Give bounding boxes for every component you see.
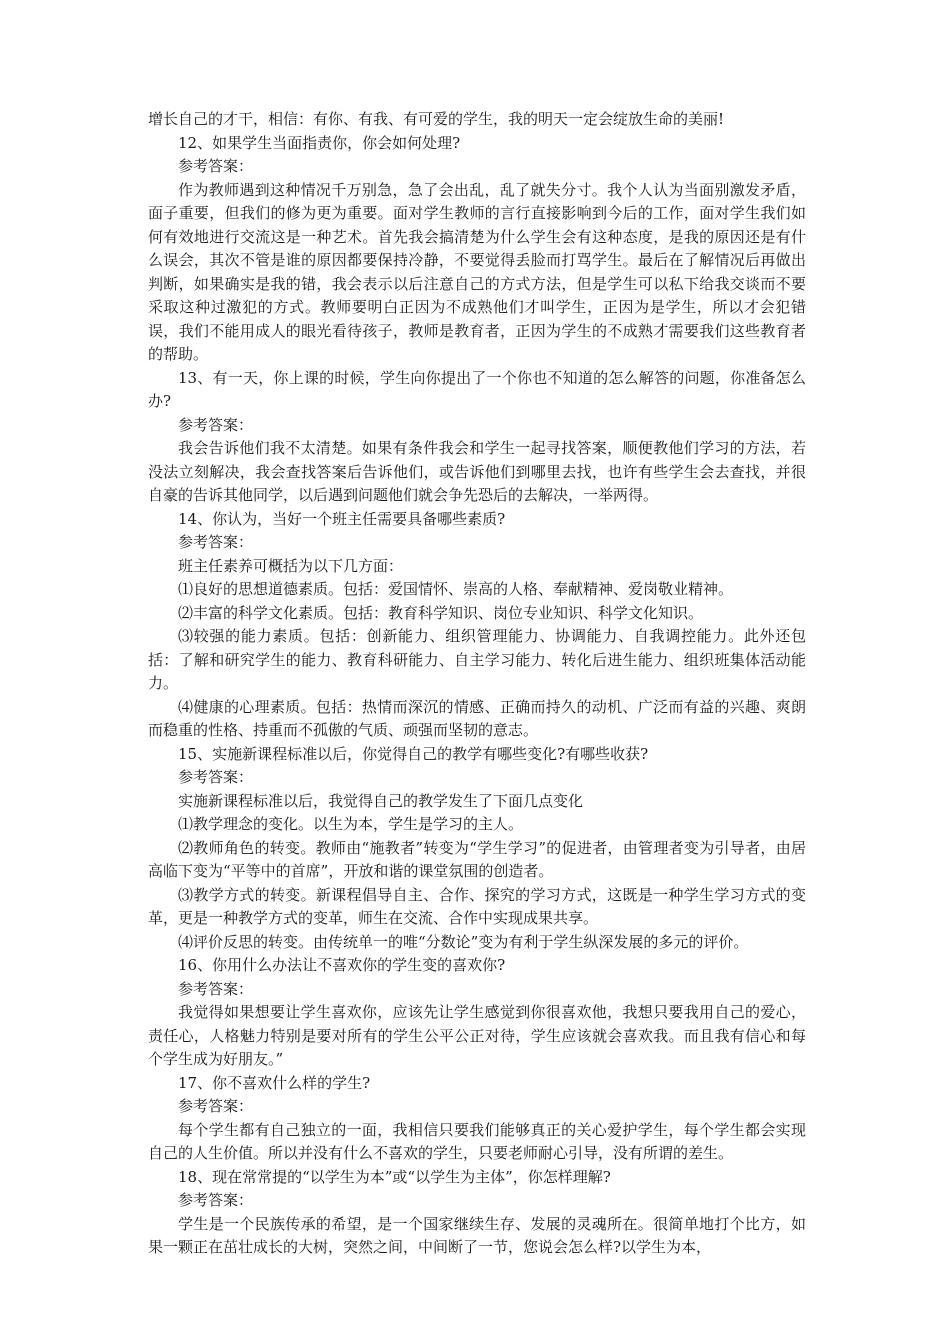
question-15: 15、实施新课程标准以后，你觉得自己的教学有哪些变化?有哪些收获? [178, 744, 649, 763]
document-page [148, 108, 806, 1260]
answer-15-item: ⑶教学方式的转变。新课程倡导自主、合作、探究的学习方式，这既是一种学生学习方式的变革，更是一种教学方式的变革，师生在交流、合作中实现成果共享。 [148, 885, 806, 927]
answer-label: 参考答案： [178, 1097, 254, 1115]
question-12: 12、如果学生当面指责你，你会如何处理? [178, 133, 461, 152]
answer-label: 参考答案： [178, 157, 254, 175]
answer-14-item: ⑵丰富的科学文化素质。包括：教育科学知识、岗位专业知识、科学文化知识。 [178, 603, 704, 622]
question-14: 14、你认为，当好一个班主任需要具备哪些素质? [178, 509, 506, 528]
answer-17: 每个学生都有自己独立的一面，我相信只要我们能够真正的关心爱护学生，每个学生都会实现自己的人生价值。所以并没有什么不喜欢的学生，只要老师耐心引导，没有所谓的差生。 [148, 1120, 806, 1162]
answer-18: 学生是一个民族传承的希望，是一个国家继续生存、发展的灵魂所在。很简单地打个比方，如果一颗正在茁壮成长的大树，突然之间，中间断了一节，您说会怎么样?以学生为本， [148, 1214, 806, 1256]
answer-15-item: ⑴教学理念的变化。以生为本，学生是学习的主人。 [178, 815, 524, 833]
answer-16: 我觉得如果想要让学生喜欢你，应该先让学生感觉到你很喜欢他，我想只要我用自己的爱心，责任心，人格魅力特别是要对所有的学生公平公正对待，学生应该就会喜欢我。而且我有信心和每个学生成为好朋友。” [148, 1003, 806, 1068]
answer-14-item: ⑶较强的能力素质。包括：创新能力、组织管理能力、协调能力、自我调控能力。此外还包括：了解和研究学生的能力、教育科研能力、自主学习能力、转化后进生能力、组织班集体活动能力。 [148, 627, 806, 692]
question-13: 13、有一天，你上课的时候，学生向你提出了一个你也不知道的怎么解答的问题，你准备怎么办? [148, 368, 806, 410]
question-17: 17、你不喜欢什么样的学生? [178, 1073, 371, 1092]
question-18: 18、现在常常提的“以学生为本”或“以学生为主体”，你怎样理解? [178, 1167, 611, 1186]
answer-14-intro: 班主任素养可概括为以下几方面： [178, 556, 404, 575]
answer-15-item: ⑷评价反思的转变。由传统单一的唯“分数论”变为有利于学生纵深发展的多元的评价。 [178, 932, 749, 951]
answer-label: 参考答案： [178, 533, 254, 551]
answer-15-intro: 实施新课程标准以后，我觉得自己的教学发生了下面几点变化 [178, 791, 584, 810]
paragraph: 增长自己的才干，相信：有你、有我、有可爱的学生，我的明天一定会绽放生命的美丽! [148, 110, 725, 128]
answer-label: 参考答案： [178, 415, 254, 434]
answer-label: 参考答案： [178, 979, 254, 998]
answer-14-item: ⑷健康的心理素质。包括：热情而深沉的情感、正确而持久的动机、广泛而有益的兴趣、爽朗而稳重的性格、持重而不孤傲的气质、顽强而坚韧的意志。 [148, 697, 806, 739]
answer-label: 参考答案： [178, 1191, 254, 1209]
answer-14-item: ⑴良好的思想道德素质。包括：爱国情怀、崇高的人格、奉献精神、爱岗敬业精神。 [178, 580, 734, 598]
answer-13: 我会告诉他们我不太清楚。如果有条件我会和学生一起寻找答案，顺便教他们学习的方法，若没法立刻解决，我会查找答案后告诉他们，或告诉他们到哪里去找，也许有些学生会去查找，并很自豪的告诉其他同学，以后遇到问题他们就会争先恐后的去解决，一举两得。 [148, 439, 806, 504]
answer-label: 参考答案： [178, 768, 254, 786]
answer-12: 作为教师遇到这种情况千万别急，急了会出乱，乱了就失分寸。我个人认为当面别激发矛盾，面子重要，但我们的修为更为重要。面对学生教师的言行直接影响到今后的工作，面对学生我们如何有效地进行交流这是一种艺术。首先我会搞清楚为什么学生会有这种态度，是我的原因还是有什么误会，其次不管是谁的原因都要保持冷静，不要觉得丢脸而打骂学生。最后在了解情况后再做出判断，如果确实是我的错，我会表示以后注意自己的方式方法，但是学生可以私下给我交谈而不要采取这种过激犯的方式。教师要明白正因为不成熟他们才叫学生，正因为是学生，所以才会犯错误，我们不能用成人的眼光看待孩子，教师是教育者，正因为学生的不成熟才需要我们这些教育者的帮助。 [148, 180, 806, 363]
question-16: 16、你用什么办法让不喜欢你的学生变的喜欢你? [178, 956, 506, 974]
answer-15-item: ⑵教师角色的转变。教师由“施教者”转变为“学生学习”的促进者，由管理者变为引导者，由居高临下变为“平等中的首席”，开放和谐的课堂氛围的创造者。 [148, 838, 806, 880]
